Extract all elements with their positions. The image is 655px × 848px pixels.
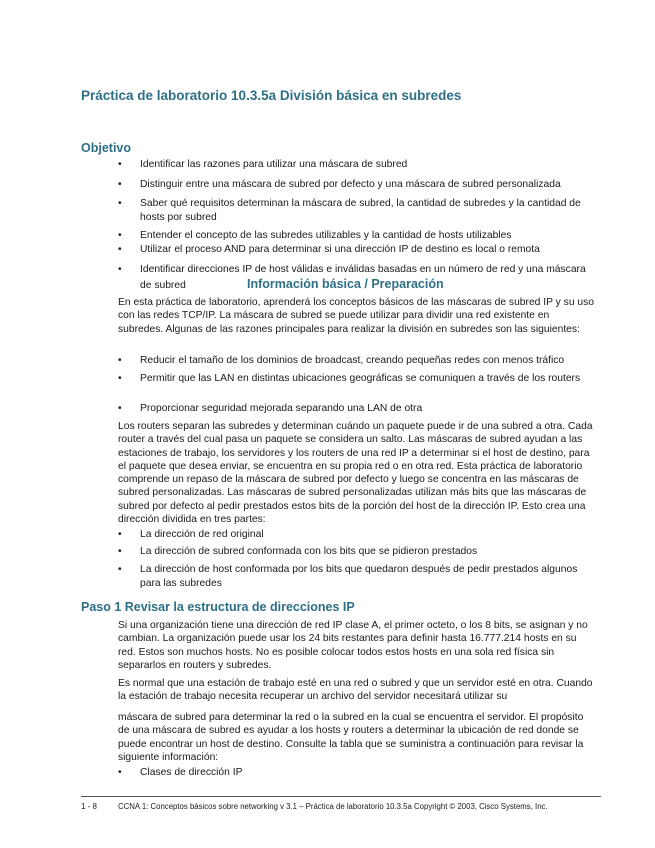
footer-divider (81, 796, 601, 797)
bullet-icon: • (118, 529, 122, 540)
list-item: • Identificar direcciones IP de host válidas e inválidas basadas en un número de red y una máscara de subred (118, 264, 586, 291)
background-intro: En esta práctica de laboratorio, aprenderá los conceptos básicos de las máscaras de subred IP y su uso con las redes TCP/IP. La máscara de subred se puede utilizar para dividir una red existente en subredes. Algunas de las razones principales para realizar la división en subredes son las siguientes: (118, 297, 595, 335)
list-item: • Identificar las razones para utilizar una máscara de subred (118, 159, 408, 170)
bullet-icon: • (118, 244, 122, 255)
footer-text: CCNA 1: Conceptos básicos sobre networking v 3.1 – Práctica de laboratorio 10.3.5a Copyright © 2003, Cisco Systems, Inc. (118, 802, 548, 811)
bullet-icon: • (118, 564, 122, 575)
bullet-icon: • (118, 767, 122, 778)
bullet-icon: • (118, 355, 122, 366)
list-item: • Entender el concepto de las subredes utilizables y la cantidad de hosts utilizables (118, 230, 512, 241)
bullet-icon: • (118, 373, 122, 384)
bullet-icon: • (118, 230, 122, 241)
page-title: Práctica de laboratorio 10.3.5a División básica en subredes (81, 88, 462, 103)
list-item: • Saber qué requisitos determinan la máscara de subred, la cantidad de subredes y la cantidad de hosts por subred (118, 198, 581, 223)
bullet-icon: • (118, 198, 122, 209)
step1-heading: Paso 1 Revisar la estructura de direcciones IP (81, 600, 355, 614)
list-item: • La dirección de host conformada por los bits que quedaron después de pedir prestados algunos para las subredes (118, 564, 578, 589)
list-item: • Permitir que las LAN en distintas ubicaciones geográficas se comuniquen a través de los routers (118, 373, 581, 384)
step1-paragraph-1: Si una organización tiene una dirección de red IP clase A, el primer octeto, o los 8 bits, se asignan y no cambian. La organización puede usar los 24 bits restantes para definir hasta 16.777.214 hosts en su red. Estos son muchos hosts. No es posible colocar todos estos hosts en una sola red física sin separarlos en routers y subredes. (118, 620, 588, 671)
bullet-icon: • (118, 159, 122, 170)
routers-paragraph: Los routers separan las subredes y determinan cuándo un paquete puede ir de una subred a otra. Cada router a través del cual pasa un paquete se considera un salto. Las máscaras de subred ayudan a las estaciones de trabajo, los servidores y los routers de una red IP a determinar si el host de destino, para el paquete que desea enviar, se encuentra en su propia red o en otra red. Esta práctica de laboratorio comprende un repaso de la máscara de subred por defecto y luego se concentra en las máscaras de subred personalizadas. Las máscaras de subred personalizadas utilizan más bits que las máscaras de subred por defecto al pedir prestados estos bits de la porción del host de la dirección IP. Esto crea una dirección dividida en tres partes: (118, 421, 593, 526)
bullet-icon: • (118, 403, 122, 414)
objective-heading: Objetivo (81, 141, 132, 155)
list-item: • La dirección de subred conformada con los bits que se pidieron prestados (118, 546, 478, 557)
page-number: 1 - 8 (81, 802, 98, 811)
bullet-icon: • (118, 264, 122, 275)
step1-paragraph-2: Es normal que una estación de trabajo esté en una red o subred y que un servidor esté en otra. Cuando la estación de trabajo necesita recuperar un archivo del servidor necesitará utilizar su (118, 678, 593, 703)
background-heading: Información básica / Preparación (247, 277, 444, 291)
list-item: • Distinguir entre una máscara de subred por defecto y una máscara de subred personalizada (118, 179, 561, 190)
bullet-icon: • (118, 179, 122, 190)
list-item: • Utilizar el proceso AND para determinar si una dirección IP de destino es local o remota (118, 244, 540, 255)
list-item: • La dirección de red original (118, 529, 264, 540)
list-item: • Reducir el tamaño de los dominios de broadcast, creando pequeñas redes con menos tráfico (118, 355, 565, 366)
bullet-icon: • (118, 546, 122, 557)
list-item: • Clases de dirección IP (118, 767, 243, 778)
step1-paragraph-3: máscara de subred para determinar la red o la subred en la cual se encuentra el servidor. El propósito de una máscara de subred es ayudar a los hosts y routers a determinar la ubicación de red donde se puede encontrar un host de destino. Consulte la tabla que se suministra a continuación para revisar la siguiente información: (118, 712, 584, 763)
list-item: • Proporcionar seguridad mejorada separando una LAN de otra (118, 403, 423, 414)
